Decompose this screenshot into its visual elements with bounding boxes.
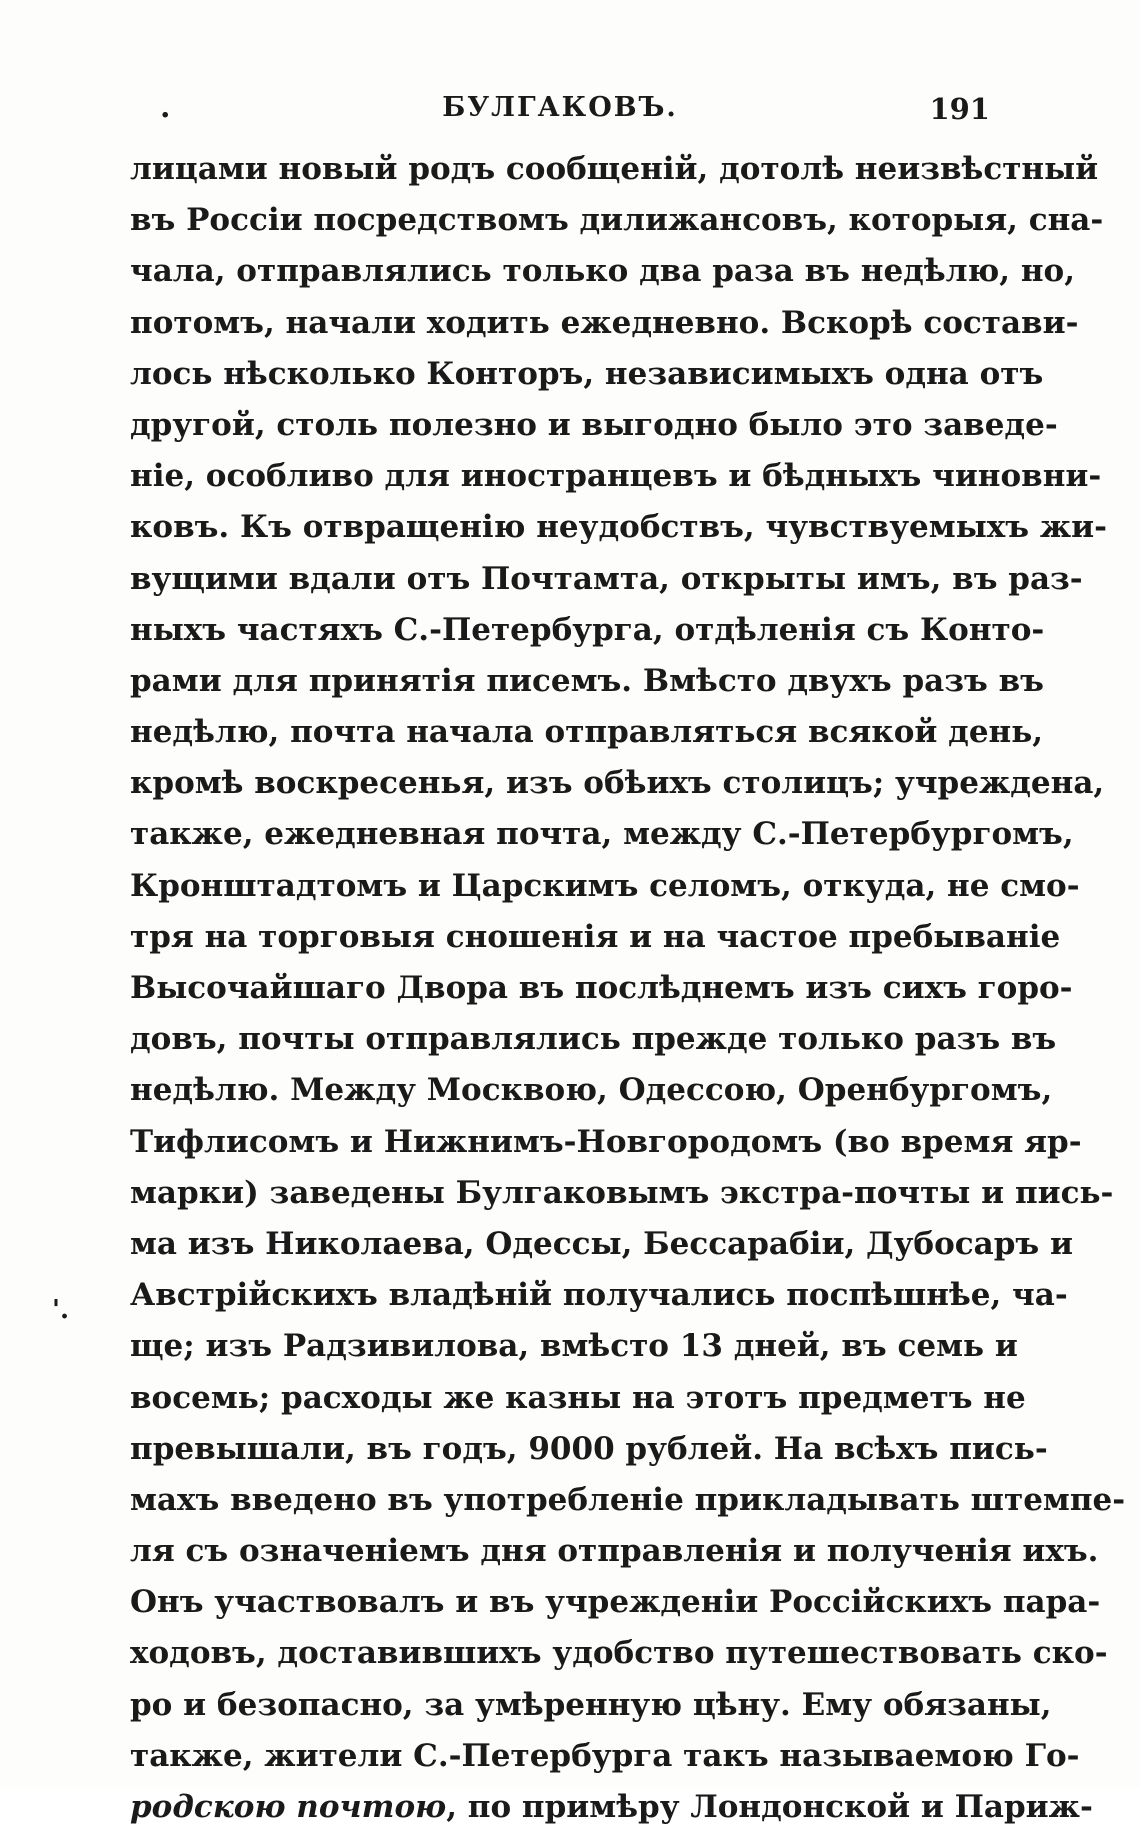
margin-mark: '. (52, 1295, 70, 1325)
text-line: махъ введено въ употребленіе прикладывать штемпе- (130, 1481, 1126, 1518)
text-line: рами для принятія писемъ. Вмѣсто двухъ разъ въ (130, 662, 1044, 699)
text-line: тря на торговыя сношенія и на частое пребываніе (130, 918, 1061, 955)
page-number: 191 (929, 92, 990, 126)
text-line: недѣлю. Между Москвою, Одессою, Оренбургомъ, (130, 1072, 1053, 1109)
text-line: также, жители С.-Петербурга такъ называемою Го- (130, 1737, 1080, 1774)
running-title: БУЛГАКОВЪ. (442, 92, 678, 123)
text-line: кромѣ воскресенья, изъ обѣихъ столицъ; учреждена, (130, 765, 1105, 802)
text-line: другой, столь полезно и выгодно было это заведе- (130, 406, 1058, 443)
text-line: восемь; расходы же казны на этотъ предметъ не (130, 1379, 1026, 1416)
text-line: ро и безопасно, за умѣренную цѣну. Ему обязаны, (130, 1686, 1052, 1723)
text-line: ходовъ, доставившихъ удобство путешествовать ско- (130, 1635, 1108, 1672)
running-head (130, 88, 990, 128)
header-dot: . (160, 90, 171, 125)
text-line: въ Россіи посредствомъ дилижансовъ, которыя, сна- (130, 202, 1104, 239)
text-line: чала, отправлялись только два раза въ недѣлю, но, (130, 253, 1076, 290)
text-line: довъ, почты отправлялись прежде только разъ въ (130, 1021, 1057, 1058)
text-line: марки) заведены Булгаковымъ экстра-почты и пись- (130, 1174, 1114, 1211)
text-line: также, ежедневная почта, между С.-Петербургомъ, (130, 816, 1074, 853)
text-line: лось нѣсколько Конторъ, независимыхъ одна отъ (130, 355, 1044, 392)
text-line: Тифлисомъ и Нижнимъ-Новгородомъ (во время яр- (130, 1123, 1082, 1160)
text-line: Онъ участвовалъ и въ учрежденіи Россійскихъ пара- (130, 1584, 1101, 1621)
text-line: потомъ, начали ходить ежедневно. Вскорѣ состави- (130, 304, 1079, 341)
text-line: ніе, особливо для иностранцевъ и бѣдныхъ чиновни- (130, 458, 1102, 495)
text-line: ныхъ частяхъ С.-Петербурга, отдѣленія съ Конто- (130, 611, 1045, 648)
text-line: Высочайшаго Двора въ послѣднемъ изъ сихъ горо- (130, 970, 1073, 1006)
italic-phrase: родскою почтою (130, 1789, 447, 1825)
text-line-last (130, 1782, 1093, 1833)
text-line: недѣлю, почта начала отправляться всякой день, (130, 714, 1044, 751)
text-line: Кронштадтомъ и Царскимъ селомъ, откуда, не смо- (130, 867, 1080, 904)
text-line: вущими вдали отъ Почтамта, открыты имъ, въ раз- (130, 560, 1083, 597)
body-text (130, 144, 1126, 1833)
text-line: ля съ означеніемъ дня отправленія и полученія ихъ. (130, 1533, 1099, 1570)
text-line: превышали, въ годъ, 9000 рублей. На всѣхъ пись- (130, 1430, 1048, 1467)
text-line: лицами новый родъ сообщеній, дотолѣ неизвѣстный (130, 151, 1099, 187)
last-line-rest: , по примѣру Лондонской и Париж- (446, 1789, 1093, 1825)
text-line: ще; изъ Радзивилова, вмѣсто 13 дней, въ семь и (130, 1328, 1018, 1365)
text-line: Австрійскихъ владѣній получались поспѣшнѣе, ча- (130, 1277, 1068, 1314)
text-line: ма изъ Николаева, Одессы, Бессарабіи, Дубосаръ и (130, 1225, 1073, 1262)
text-line: ковъ. Къ отвращенію неудобствъ, чувствуемыхъ жи- (130, 509, 1107, 546)
